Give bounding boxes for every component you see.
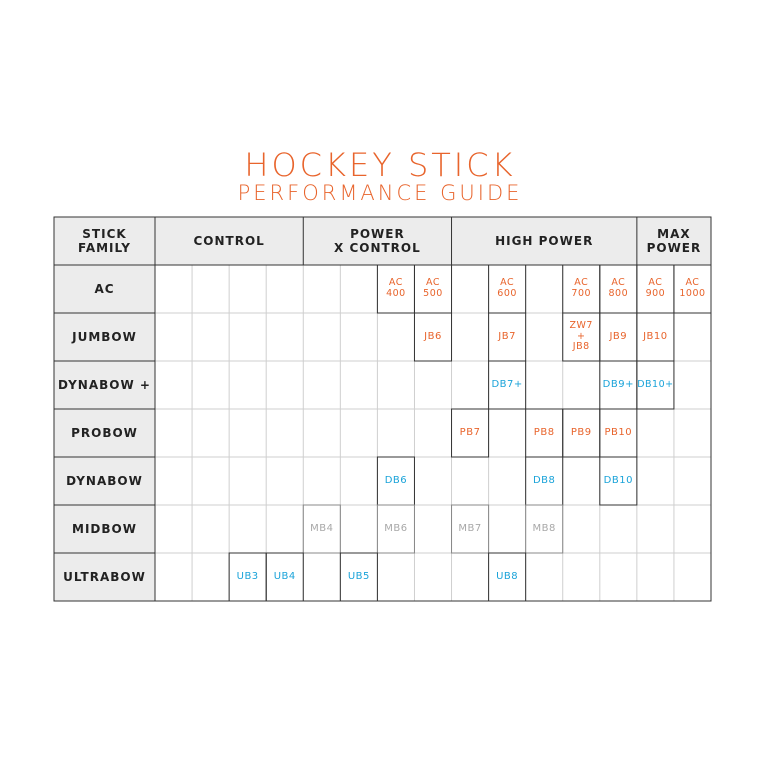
model-cell-jb7: JB7 (498, 331, 516, 343)
model-cell-zw7-jb8: ZW7 + JB8 (569, 319, 593, 353)
model-cell-ub8: UB8 (496, 571, 519, 583)
model-cell-ac-500: AC 500 (423, 277, 443, 299)
model-cell-db10: DB10+ (637, 378, 674, 390)
header-power-x-control: POWER X CONTROL (334, 226, 421, 255)
title-performance-guide: PERFORMANCE GUIDE (237, 181, 523, 205)
model-cell-ac-800: AC 800 (608, 277, 629, 299)
model-cell-ac-1000: AC 1000 (679, 277, 706, 299)
header-stick-family: STICK FAMILY (78, 226, 131, 255)
model-cell-ub3: UB3 (236, 571, 259, 583)
model-cell-db7: DB7+ (491, 379, 523, 391)
model-cell-pb9: PB9 (570, 427, 592, 439)
model-cell-pb10: PB10 (604, 427, 633, 439)
family-label-ac: AC (94, 281, 115, 296)
family-label-dynabow: DYNABOW + (58, 377, 151, 392)
model-cell-ac-700: AC 700 (571, 277, 592, 299)
model-cell-ac-400: AC 400 (386, 277, 406, 299)
family-label-midbow: MIDBOW (72, 521, 137, 536)
model-cell-mb4: MB4 (310, 523, 334, 535)
family-label-probow: PROBOW (71, 425, 138, 440)
model-cell-pb8: PB8 (533, 427, 555, 439)
header-control: CONTROL (193, 233, 265, 248)
model-cell-mb7: MB7 (458, 523, 482, 535)
model-cell-ub5: UB5 (347, 571, 370, 583)
header-max-power: MAX POWER (646, 226, 702, 255)
model-cell-ac-900: AC 900 (645, 277, 666, 299)
model-cell-db8: DB8 (532, 475, 556, 487)
model-cell-jb10: JB10 (643, 331, 668, 343)
model-cell-pb7: PB7 (459, 427, 481, 439)
model-cell-ac-600: AC 600 (497, 277, 517, 299)
model-cell-db10: DB10 (603, 475, 633, 487)
model-cell-mb8: MB8 (532, 523, 556, 535)
model-cell-mb6: MB6 (384, 523, 408, 535)
header-high-power: HIGH POWER (495, 233, 594, 248)
model-cell-jb6: JB6 (424, 331, 442, 343)
model-cell-db6: DB6 (384, 475, 408, 487)
model-cell-jb9: JB9 (609, 331, 628, 343)
family-label-ultrabow: ULTRABOW (63, 569, 146, 584)
model-cell-db9: DB9+ (602, 379, 634, 391)
model-cell-ub4: UB4 (273, 571, 296, 583)
family-label-jumbow: JUMBOW (72, 329, 137, 344)
title-hockey-stick: HOCKEY STICK (244, 146, 516, 184)
family-label-dynabow: DYNABOW (66, 473, 143, 488)
